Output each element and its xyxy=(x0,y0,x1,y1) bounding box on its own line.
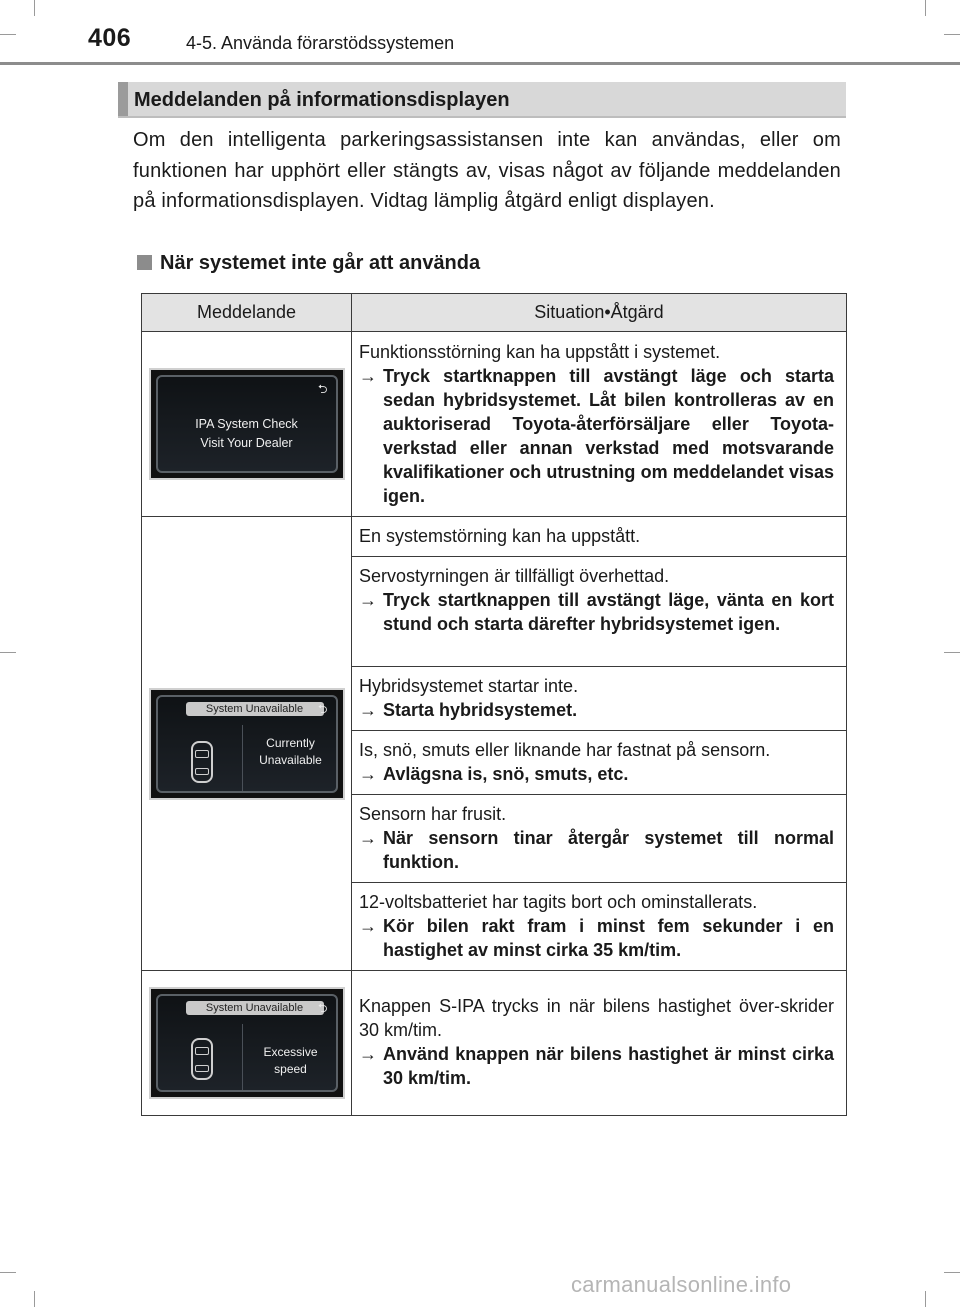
page-number: 406 xyxy=(88,24,132,52)
col-header-message: Meddelande xyxy=(142,294,352,332)
table-header-row xyxy=(142,294,847,332)
display-image-cell xyxy=(142,971,352,1116)
action-text: Tryck startknappen till avstängt läge, vänta en kort stund och starta därefter hybridsystemet igen. xyxy=(383,590,834,634)
situation-cell xyxy=(352,667,847,731)
display-text: Unavailable xyxy=(259,752,322,767)
subheading-text: När systemet inte går att använda xyxy=(160,252,481,274)
table-row xyxy=(142,517,847,557)
action-text: När sensorn tinar återgår systemet till normal funktion. xyxy=(383,828,834,872)
situation-cell xyxy=(352,795,847,883)
subheading xyxy=(137,252,480,275)
situation-text: Servostyrningen är tillfälligt överhettad. xyxy=(359,566,670,586)
action-text: Starta hybridsystemet. xyxy=(383,700,578,720)
situation-text: Sensorn har frusit. xyxy=(359,804,507,824)
action-text: Kör bilen rakt fram i minst fem sekunder i en hastighet av minst cirka 35 km/tim. xyxy=(383,916,834,960)
crop-mark xyxy=(0,1272,16,1273)
arrow-icon: → xyxy=(359,700,377,720)
car-icon xyxy=(191,1038,213,1080)
divider xyxy=(242,725,243,791)
col-header-situation: Situation•Åtgärd xyxy=(352,294,847,332)
header-rule xyxy=(0,62,960,65)
back-arrow-icon: ⮌ xyxy=(317,1001,328,1015)
situation-text: Hybridsystemet startar inte. xyxy=(359,676,579,696)
display-text: Currently xyxy=(266,735,315,750)
crop-mark xyxy=(34,0,35,16)
situation-cell xyxy=(352,971,847,1116)
crop-mark xyxy=(0,652,16,653)
crop-mark xyxy=(944,1272,960,1273)
display-text: IPA System Check xyxy=(195,417,298,431)
crop-mark xyxy=(925,1291,926,1307)
arrow-icon: → xyxy=(359,828,377,848)
crop-mark xyxy=(944,652,960,653)
back-arrow-icon: ⮌ xyxy=(317,701,328,716)
situation-cell xyxy=(352,731,847,795)
crop-mark xyxy=(0,34,16,35)
action-item xyxy=(359,698,834,722)
action-item xyxy=(359,364,834,508)
table-row xyxy=(142,332,847,517)
crop-mark xyxy=(944,34,960,35)
car-icon xyxy=(191,741,213,783)
situation-cell xyxy=(352,557,847,667)
situation-text: Funktionsstörning kan ha uppstått i systemet. xyxy=(359,342,721,362)
crop-mark xyxy=(925,0,926,16)
display-image-cell xyxy=(142,517,352,971)
arrow-icon: → xyxy=(359,1044,377,1064)
table-row xyxy=(142,971,847,1116)
situation-text: Is, snö, smuts eller liknande har fastnat på sensorn. xyxy=(359,740,771,760)
display-image-cell xyxy=(142,332,352,517)
square-bullet-icon xyxy=(137,255,152,270)
action-item xyxy=(359,762,834,786)
chapter-title: 4-5. Använda förarstödssystemen xyxy=(186,33,455,53)
situation-text: En systemstörning kan ha uppstått. xyxy=(359,526,641,546)
action-text: Använd knappen när bilens hastighet är minst cirka 30 km/tim. xyxy=(383,1044,834,1088)
message-table xyxy=(141,293,847,1116)
divider xyxy=(242,1024,243,1090)
action-item xyxy=(359,914,834,962)
section-heading xyxy=(118,82,846,118)
action-item xyxy=(359,826,834,874)
action-text: Tryck startknappen till avstängt läge och starta sedan hybridsystemet. Låt bilen kontrolleras av en auktoriserad Toyota-återförsäljare eller Toyota-verkstad eller annan verkstad med motsvarande kvalifikationer och utrustning om meddelandet visas igen. xyxy=(383,366,834,506)
situation-cell xyxy=(352,883,847,971)
action-text: Avlägsna is, snö, smuts, etc. xyxy=(383,764,629,784)
back-arrow-icon: ⮌ xyxy=(317,382,328,396)
action-item xyxy=(359,1042,834,1090)
arrow-icon: → xyxy=(359,590,377,610)
situation-text: 12-voltsbatteriet har tagits bort och ominstallerats. xyxy=(359,892,758,912)
section-heading-text: Meddelanden på informationsdisplayen xyxy=(134,89,510,111)
situation-cell xyxy=(352,332,847,517)
arrow-icon: → xyxy=(359,916,377,936)
display-text: Visit Your Dealer xyxy=(200,436,293,450)
action-item xyxy=(359,588,834,636)
watermark: carmanualsonline.info xyxy=(571,1272,792,1297)
display-screen-excessive-speed xyxy=(149,987,345,1099)
arrow-icon: → xyxy=(359,764,377,784)
situation-cell xyxy=(352,517,847,557)
display-screen-system-check xyxy=(149,368,345,480)
system-unavailable-pill: System Unavailable xyxy=(186,702,324,716)
arrow-icon: → xyxy=(359,366,377,386)
system-unavailable-pill: System Unavailable xyxy=(186,1001,324,1015)
situation-text: Knappen S-IPA trycks in när bilens hastighet över-skrider 30 km/tim. xyxy=(359,996,834,1040)
crop-mark xyxy=(34,1291,35,1307)
section-heading-bar xyxy=(118,82,128,116)
display-text: Excessive speed xyxy=(263,1045,318,1076)
intro-paragraph: Om den intelligenta parkeringsassistansen inte kan användas, eller om funktionen har upphört eller stängts av, visas något av följande meddelanden på informationsdisplayen. Vidtag lämplig åtgärd enligt displayen. xyxy=(133,129,841,212)
display-screen-currently-unavailable xyxy=(149,688,345,800)
